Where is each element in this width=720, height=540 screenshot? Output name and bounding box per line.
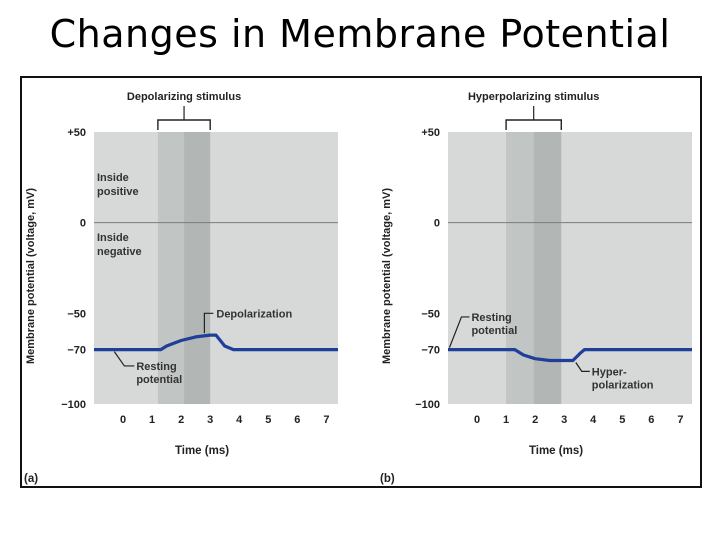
figure-frame <box>20 76 702 488</box>
panel-b-y-tick-label: 0 <box>433 217 440 230</box>
panel-b-y-tick-label: −50 <box>421 308 440 321</box>
panel-a-stimulus-bracket <box>158 120 210 130</box>
panel-a-region-label-negative: negative <box>97 245 142 258</box>
panel-b-x-tick-label: 6 <box>648 414 655 426</box>
panel-a-plot-background <box>94 132 338 404</box>
panel-a-x-tick-label: 6 <box>294 414 301 426</box>
panel-a-y-tick-label: 0 <box>79 217 86 230</box>
panel-a-region-label-negative: Inside <box>97 231 129 244</box>
panel-b-stimulus-bracket <box>506 120 561 130</box>
panel-a-y-tick-label: −70 <box>67 344 86 357</box>
panel-a-x-tick-label: 5 <box>265 414 272 426</box>
panel-b-response-label: polarization <box>591 379 654 392</box>
panel-b-x-tick-label: 3 <box>561 414 568 426</box>
panel-a-x-tick-label: 1 <box>149 414 156 426</box>
panel-b-y-axis-title: Membrane potential (voltage, mV) <box>381 187 393 365</box>
membrane-potential-figure <box>22 78 700 486</box>
panel-a-stimulus-label: Depolarizing stimulus <box>126 91 242 103</box>
panel-b-stimulus-label: Hyperpolarizing stimulus <box>467 91 600 103</box>
panel-b-panel-label: (b) <box>380 473 395 485</box>
panel-a-x-tick-label: 0 <box>119 414 127 426</box>
panel-a-x-tick-label: 4 <box>236 414 243 426</box>
panel-a-x-tick-label: 3 <box>207 414 214 426</box>
panel-b-stimulus-shade-late <box>534 132 562 404</box>
panel-a-stimulus-shade-late <box>184 132 210 404</box>
panel-b-x-axis-title: Time (ms) <box>528 445 584 457</box>
panel-a-y-axis-title: Membrane potential (voltage, mV) <box>25 187 37 365</box>
panel-a-region-label-positive: positive <box>97 185 139 198</box>
panel-b-plot-background <box>448 132 692 404</box>
panel-a-response-label: Depolarization <box>216 308 293 321</box>
panel-a-x-axis-title: Time (ms) <box>174 445 230 457</box>
panel-b-x-tick-label: 4 <box>590 414 597 426</box>
panel-a-x-tick-label: 2 <box>178 414 185 426</box>
panel-b-resting-label: potential <box>471 324 518 337</box>
panel-a-y-tick-label: −50 <box>67 308 86 321</box>
panel-a-y-tick-label: +50 <box>67 127 86 139</box>
panel-a-resting-label: Resting <box>136 360 177 373</box>
panel-b-x-tick-label: 2 <box>532 414 539 426</box>
panel-b-x-tick-label: 1 <box>503 414 510 426</box>
panel-b-x-tick-label: 0 <box>473 414 481 426</box>
panel-b-x-tick-label: 7 <box>677 414 684 426</box>
panel-a-x-tick-label: 7 <box>323 414 330 426</box>
panel-b-resting-label: Resting <box>471 311 512 324</box>
panel-b-response-label: Hyper- <box>591 366 627 379</box>
slide-title: Changes in Membrane Potential <box>49 12 671 56</box>
panel-b-stimulus-shade-early <box>506 132 534 404</box>
panel-b-y-tick-label: +50 <box>421 127 440 139</box>
panel-a-y-tick-label: −100 <box>61 399 86 411</box>
panel-b-y-tick-label: −100 <box>415 399 440 411</box>
panel-a-panel-label: (a) <box>24 473 39 485</box>
panel-b-x-tick-label: 5 <box>619 414 626 426</box>
panel-b-y-tick-label: −70 <box>421 344 440 357</box>
panel-a-resting-label: potential <box>136 373 183 386</box>
panel-a-region-label-positive: Inside <box>97 171 129 184</box>
